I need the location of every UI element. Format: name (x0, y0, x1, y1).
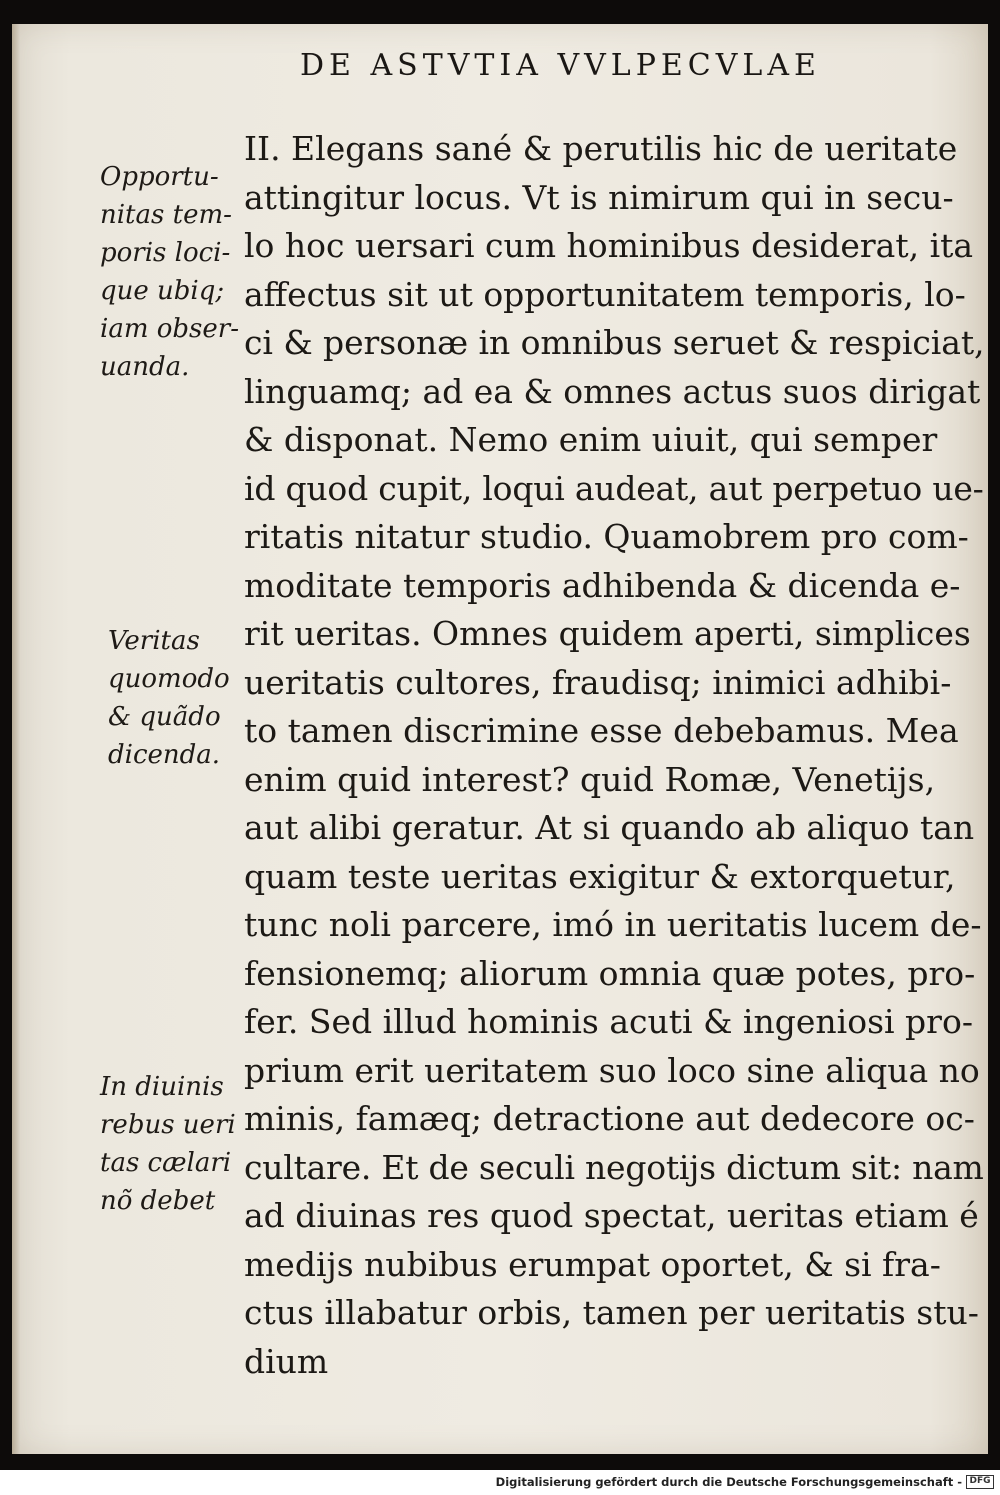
body-line: id quod cupit, loqui audeat, aut perpetuo ue- (244, 468, 984, 508)
marginal-note-line: nitas tem- (100, 200, 232, 230)
body-line: linguamq; ad ea & omnes actus suos dirigat (244, 371, 981, 411)
body-line: to tamen discrimine esse debebamus. Mea (244, 711, 959, 750)
marginal-note-in-diuinis (100, 1068, 250, 1220)
body-line: ad diuinas res quod spectat, ueritas etiam é (244, 1196, 979, 1235)
body-line: rit ueritas. Omnes quidem aperti, simplices (244, 614, 971, 653)
body-line: quam teste ueritas exigitur & extorquetur, (244, 856, 956, 896)
marginal-note-line: rebus ueri (100, 1110, 236, 1140)
marginal-note-opportunitas (100, 158, 250, 386)
body-line: dium (244, 1341, 329, 1381)
body-text (244, 125, 984, 1386)
body-line: ctus illabatur orbis, tamen per ueritatis stu- (244, 1293, 979, 1332)
body-line: fer. Sed illud hominis acuti & ingeniosi pro- (244, 1002, 973, 1041)
marginal-note-line: que ubiq; (100, 276, 225, 306)
body-line: enim quid interest? quid Romæ, Venetijs, (244, 759, 936, 799)
marginal-note-line: Veritas (108, 626, 200, 656)
body-line: II. Elegans sané & perutilis hic de ueritate (244, 129, 958, 168)
body-line: ueritatis cultores, fraudisq; inimici adhibi- (244, 662, 952, 702)
body-line: fensionemq; aliorum omnia quæ potes, pro- (244, 953, 976, 993)
body-line: & disponat. Nemo enim uiuit, qui semper (244, 420, 938, 459)
footer-credit: Digitalisierung gefördert durch die Deutsche Forschungsgemeinschaft - (495, 1475, 962, 1489)
body-line: prium erit ueritatem suo loco sine aliqua no (244, 1050, 980, 1090)
running-head: DE ASTVTIA VVLPECVLAE (300, 48, 821, 83)
marginal-note-line: iam obser- (100, 314, 239, 344)
marginal-note-line: Opportu- (100, 162, 219, 192)
body-line: aut alibi geratur. At si quando ab aliquo tan (244, 808, 975, 847)
marginal-note-line: dicenda. (108, 740, 221, 770)
marginal-note-line: tas cælari (100, 1148, 232, 1178)
body-line: cultare. Et de seculi negotijs dictum sit: nam (244, 1147, 984, 1187)
body-line: lo hoc uersari cum hominibus desiderat, ita (244, 226, 974, 265)
body-line: medijs nubibus erumpat oportet, & si fra- (244, 1244, 941, 1284)
marginal-note-line: quomodo (108, 664, 230, 694)
marginal-note-line: In diuinis (100, 1072, 224, 1102)
body-line: ci & personæ in omnibus seruet & respiciat, (244, 323, 985, 362)
marginal-note-veritas-quomodo (108, 622, 258, 774)
body-line: tunc noli parcere, imó in ueritatis lucem de- (244, 905, 982, 944)
footer-bar (0, 1470, 1000, 1495)
body-line: attingitur locus. Vt is nimirum qui in secu- (244, 177, 954, 217)
body-line: moditate temporis adhibenda & dicenda e- (244, 565, 961, 605)
body-line: minis, famæq; detractione aut dedecore oc- (244, 1099, 975, 1138)
marginal-note-line: nõ debet (100, 1186, 216, 1216)
dfg-logo: DFG (966, 1475, 994, 1489)
marginal-note-line: uanda. (100, 352, 190, 382)
page-gutter (12, 24, 20, 1454)
marginal-note-line: poris loci- (100, 238, 231, 268)
body-line: affectus sit ut opportunitatem temporis, lo- (244, 274, 966, 314)
body-line: ritatis nitatur studio. Quamobrem pro com- (244, 517, 969, 556)
marginal-note-line: & quãdo (108, 702, 221, 732)
